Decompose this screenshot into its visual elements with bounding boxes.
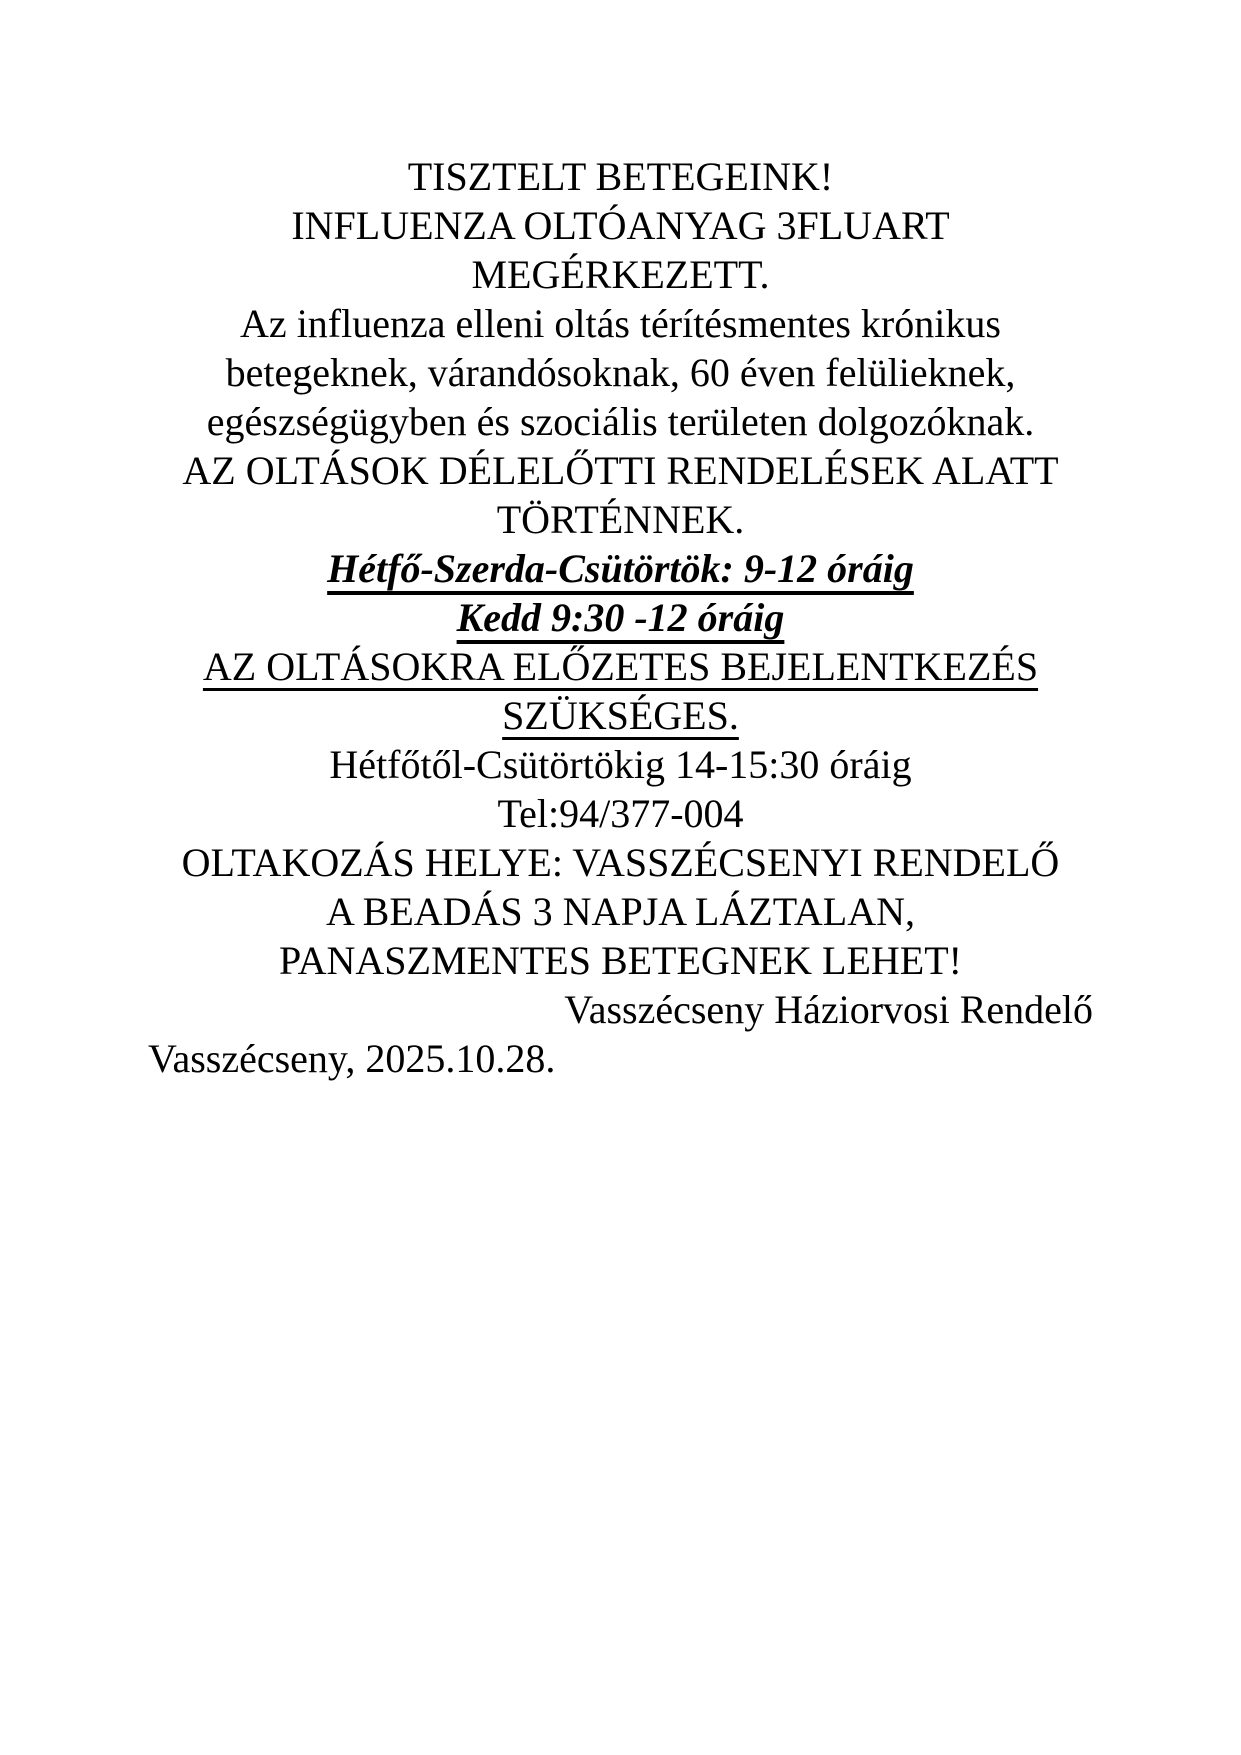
date-line: Vasszécseny, 2025.10.28. [148, 1036, 556, 1081]
registration-line-1: AZ OLTÁSOKRA ELŐZETES BEJELENTKEZÉS [202, 644, 1039, 689]
headline-line-1: INFLUENZA OLTÓANYAG 3FLUART [291, 203, 950, 248]
schedule-header-line-2: TÖRTÉNNEK. [496, 497, 745, 542]
headline-line-2: MEGÉRKEZETT. [471, 252, 770, 297]
registration-line-2: SZÜKSÉGES. [502, 693, 739, 738]
page-title: TISZTELT BETEGEINK! [407, 154, 834, 199]
schedule-header [148, 446, 1093, 544]
schedule-mon-wed-thu: Hétfő-Szerda-Csütörtök: 9-12 óráig [327, 546, 914, 591]
conditions-paragraph [148, 887, 1093, 985]
schedule-header-line-1: AZ OLTÁSOK DÉLELŐTTI RENDELÉSEK ALATT [182, 448, 1059, 493]
schedule-tuesday: Kedd 9:30 -12 óráig [456, 595, 785, 640]
registration-notice [148, 642, 1093, 740]
registration-hours: Hétfőtől-Csütörtökig 14-15:30 óráig [329, 742, 912, 787]
eligibility-paragraph [148, 299, 1093, 446]
conditions-line-2: PANASZMENTES BETEGNEK LEHET! [279, 938, 962, 983]
conditions-line-1: A BEADÁS 3 NAPJA LÁZTALAN, [325, 889, 916, 934]
eligibility-line-2: betegeknek, várandósoknak, 60 éven felülieknek, [225, 350, 1016, 395]
headline [148, 201, 1093, 299]
phone-number: Tel:94/377-004 [497, 791, 744, 836]
signature: Vasszécseny Háziorvosi Rendelő [564, 987, 1093, 1032]
eligibility-line-3: egészségügyben és szociális területen dolgozóknak. [206, 399, 1035, 444]
vaccination-location: OLTAKOZÁS HELYE: VASSZÉCSENYI RENDELŐ [181, 840, 1060, 885]
eligibility-line-1: Az influenza elleni oltás térítésmentes krónikus [240, 301, 1001, 346]
